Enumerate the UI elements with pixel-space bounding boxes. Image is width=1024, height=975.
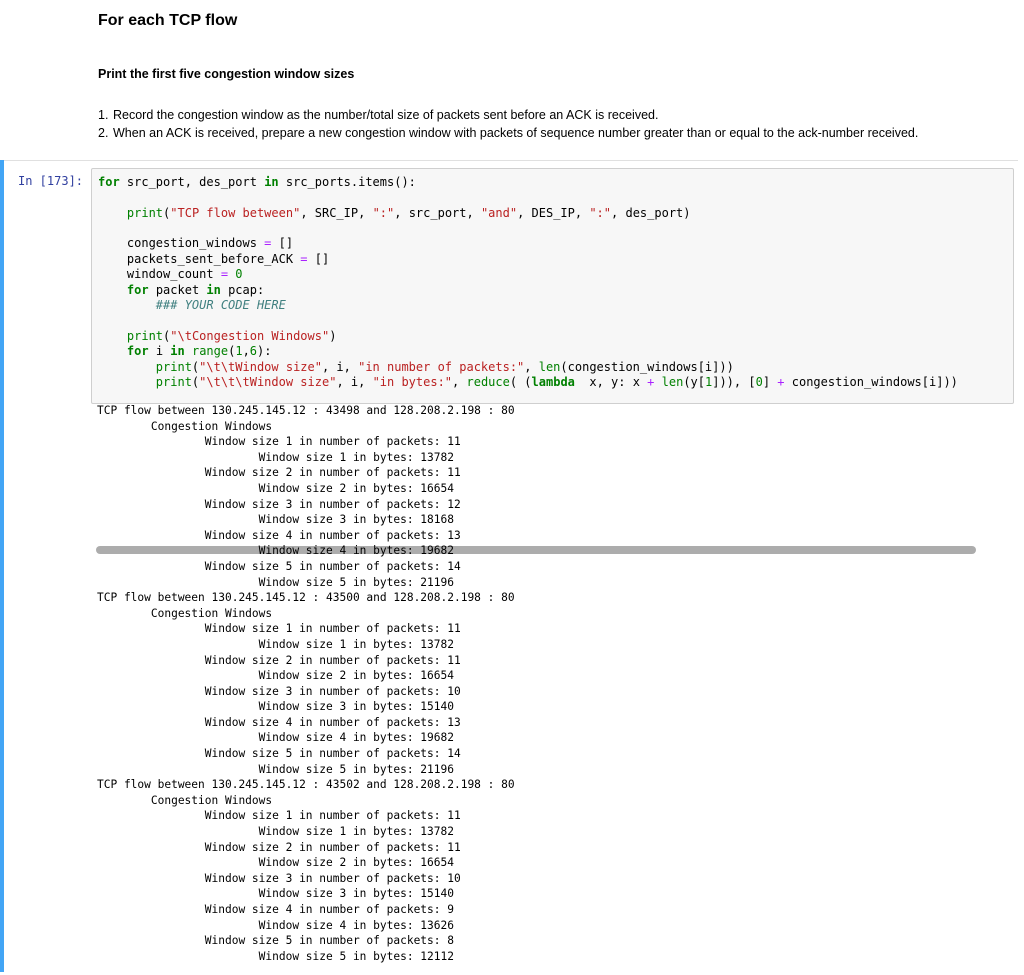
output-line: Window size 2 in bytes: 16654 [97, 856, 454, 870]
cell-prompt: In [173]: [18, 174, 84, 188]
output-line: Window size 4 in number of packets: 13 [97, 715, 461, 729]
cell-top-border [4, 160, 1018, 161]
code-line[interactable]: print("\t\t\tWindow size", i, "in bytes:", reduce( (lambda x, y: x + len(y[1])), [0] + congestion_windows[i])) [155, 375, 958, 389]
markdown-subheading: Print the first five congestion window sizes [98, 67, 355, 81]
code-line[interactable]: congestion_windows = [] [98, 236, 294, 250]
output-line: Window size 5 in number of packets: 8 [97, 934, 454, 948]
markdown-instructions-list [98, 106, 918, 142]
output-line: Window size 1 in number of packets: 11 [97, 622, 461, 636]
output-line: Window size 5 in bytes: 21196 [97, 762, 454, 776]
output-line: Window size 2 in bytes: 16654 [97, 669, 454, 683]
output-line: Window size 5 in number of packets: 14 [97, 747, 461, 761]
output-line: Window size 5 in number of packets: 14 [97, 559, 461, 573]
list-item [98, 106, 918, 124]
output-line: TCP flow between 130.245.145.12 : 43502 and 128.208.2.198 : 80 [97, 778, 515, 792]
list-item-number: 2. [98, 126, 109, 140]
output-line: TCP flow between 130.245.145.12 : 43500 and 128.208.2.198 : 80 [97, 591, 515, 605]
cell-output [97, 403, 515, 964]
code-editor[interactable] [91, 168, 1014, 404]
output-line: Congestion Windows [97, 793, 273, 807]
output-line: Window size 2 in number of packets: 11 [97, 840, 461, 854]
output-line: Window size 1 in bytes: 13782 [97, 825, 454, 839]
output-line: TCP flow between 130.245.145.12 : 43498 and 128.208.2.198 : 80 [97, 404, 515, 417]
list-item [98, 124, 918, 142]
code-line[interactable]: ### YOUR CODE HERE [98, 298, 286, 312]
output-line: Window size 1 in bytes: 13782 [97, 637, 454, 651]
output-line: Window size 3 in bytes: 15140 [97, 700, 454, 714]
markdown-heading: For each TCP flow [98, 12, 238, 29]
code-line[interactable]: packets_sent_before_ACK = [] [98, 251, 330, 266]
output-line: Window size 1 in bytes: 13782 [97, 450, 454, 464]
output-line: Congestion Windows [97, 606, 273, 620]
output-line: Window size 3 in number of packets: 10 [97, 684, 461, 698]
cell-selection-bar [0, 160, 4, 972]
code-line[interactable]: print("\t\tWindow size", i, "in number of packets:", len(congestion_windows[i])) [155, 359, 734, 374]
code-line[interactable]: for packet in pcap: [126, 282, 265, 297]
output-line: Window size 2 in bytes: 16654 [97, 481, 454, 495]
list-item-text: Record the congestion window as the number/total size of packets sent before an ACK is received. [113, 108, 659, 122]
output-line: Window size 3 in number of packets: 10 [97, 871, 461, 885]
list-item-text: When an ACK is received, prepare a new congestion window with packets of sequence number greater than or equal to the ack-number received. [113, 126, 919, 140]
code-blank-line[interactable] [98, 221, 958, 236]
output-line: Window size 4 in number of packets: 9 [97, 903, 454, 916]
code-line[interactable]: window_count = 0 [98, 267, 243, 281]
output-line: Window size 5 in bytes: 21196 [97, 575, 454, 589]
code-line[interactable]: for src_port, des_port in src_ports.items(): [98, 175, 416, 189]
output-line: Congestion Windows [97, 419, 273, 433]
code-blank-line[interactable] [98, 314, 958, 329]
output-line: Window size 4 in bytes: 13626 [97, 918, 454, 932]
output-line: Window size 1 in number of packets: 11 [97, 435, 461, 449]
output-line: Window size 3 in bytes: 15140 [97, 887, 454, 901]
output-line: Window size 3 in number of packets: 12 [97, 497, 461, 511]
code-blank-line[interactable] [98, 191, 958, 206]
list-item-number: 1. [98, 108, 109, 122]
output-line: Window size 2 in number of packets: 11 [97, 653, 461, 667]
output-line: Window size 4 in bytes: 19682 [97, 544, 454, 558]
output-line: Window size 2 in number of packets: 11 [97, 466, 461, 480]
code-line[interactable]: print("TCP flow between", SRC_IP, ":", src_port, "and", DES_IP, ":", des_port) [126, 205, 691, 220]
output-line: Window size 5 in bytes: 12112 [97, 949, 454, 963]
code-text[interactable] [98, 175, 958, 391]
output-line: Window size 3 in bytes: 18168 [97, 513, 454, 527]
code-line[interactable]: print("\tCongestion Windows") [126, 328, 337, 343]
output-line: Window size 4 in bytes: 19682 [97, 731, 454, 745]
output-line: Window size 4 in number of packets: 13 [97, 528, 461, 542]
code-line[interactable]: for i in range(1,6): [126, 344, 272, 358]
output-line: Window size 1 in number of packets: 11 [97, 809, 461, 823]
